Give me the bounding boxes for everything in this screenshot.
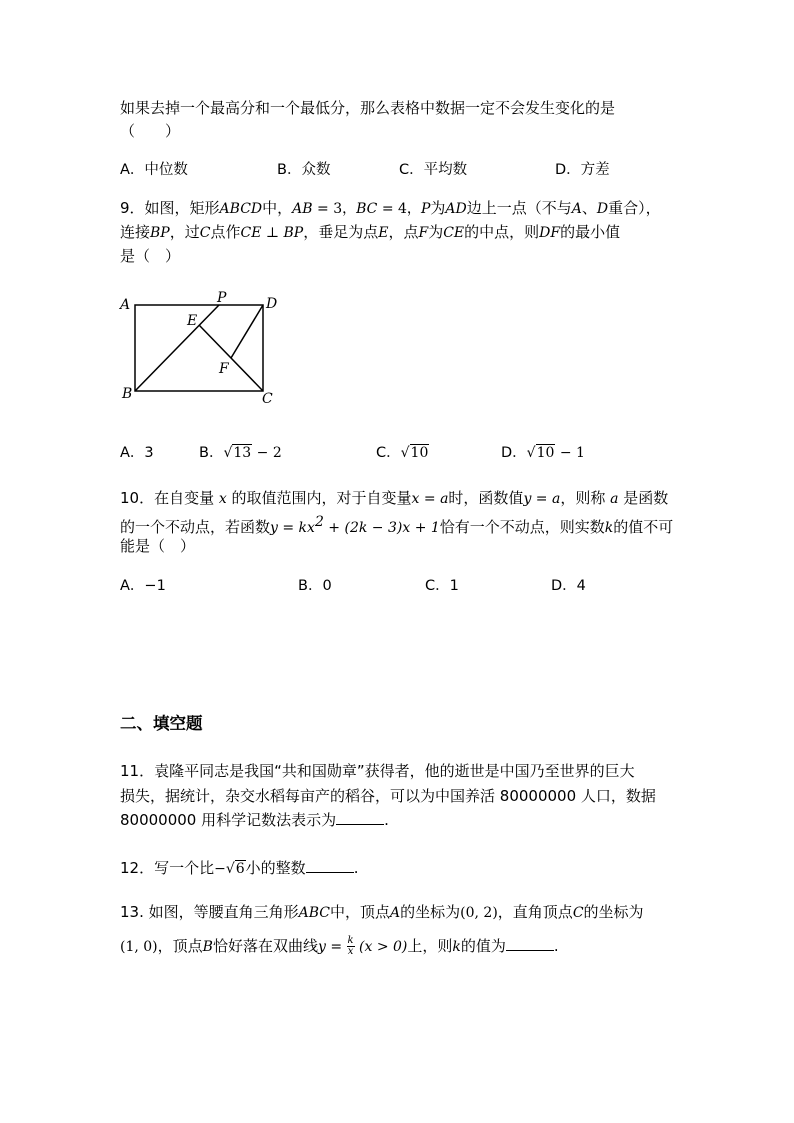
q8-option-b: B．众数 xyxy=(277,162,331,178)
q8-answer-paren: （ ） xyxy=(120,122,181,140)
q9-option-c: C．√10 xyxy=(376,445,429,461)
q9-line2: 连接BP，过C点作CE ⊥ BP，垂足为点E，点F为CE的中点，则DF的最小值 xyxy=(120,223,621,241)
rectangle-abcd xyxy=(135,305,263,391)
label-d: D xyxy=(266,296,278,312)
q12-line: 12．写一个比−√6小的整数 . xyxy=(120,859,359,877)
q12-answer-blank[interactable] xyxy=(306,858,354,873)
q9-option-b: B．√13 − 2 xyxy=(199,445,282,461)
q13-line1: 13. 如图，等腰直角三角形ABC中，顶点A的坐标为(0, 2)，直角顶点C的坐标为 xyxy=(120,903,644,921)
label-p: P xyxy=(217,290,227,306)
q10-option-d: D．4 xyxy=(551,578,586,594)
q10-option-c: C．1 xyxy=(425,578,459,594)
q8-option-c: C．平均数 xyxy=(399,162,468,178)
segment-bp xyxy=(135,305,219,391)
q11-line1: 11．袁隆平同志是我国“共和国勋章”获得者，他的逝世是中国乃至世界的巨大 xyxy=(120,762,635,780)
q11-line2: 损失，据统计，杂交水稻每亩产的稻谷，可以为中国养活 80000000 人口，数据 xyxy=(120,787,656,805)
label-f: F xyxy=(219,361,229,377)
q9-rectangle-figure xyxy=(110,285,290,410)
label-b: B xyxy=(122,386,133,402)
q9-option-a: A．3 xyxy=(120,445,154,461)
q8-option-d: D．方差 xyxy=(555,162,610,178)
label-e: E xyxy=(187,313,198,329)
q10-line3: 能是（ ） xyxy=(120,537,196,555)
hyperbola-fraction: $\frac{k}{x}$ xyxy=(347,935,354,957)
q11-line3: 80000000 用科学记数法表示为 . xyxy=(120,811,389,829)
q13-line2: (1, 0)，顶点B恰好落在双曲线y = $\frac{k}{x}$ (x > 0)上，则k的值为 . xyxy=(120,935,559,957)
label-a: A xyxy=(120,297,131,313)
q9-option-d: D．√10 − 1 xyxy=(501,445,585,461)
q10-line2: 的一个不动点，若函数$y = kx^2 + (2k - 3)x + 1$恰有一个不动点，则实数k的值不可 xyxy=(120,514,674,536)
q10-line1: 10．在自变量 x 的取值范围内，对于自变量x = a时，函数值y = a，则称 a 是函数 xyxy=(120,489,669,507)
q10-option-b: B．0 xyxy=(298,578,332,594)
q13-answer-blank[interactable] xyxy=(506,936,554,951)
q8-line1: 如果去掉一个最高分和一个最低分，那么表格中数据一定不会发生变化的是 xyxy=(120,99,616,117)
q8-option-a: A．中位数 xyxy=(120,162,188,178)
section-fill-in-title: 二、填空题 xyxy=(120,714,203,733)
label-c: C xyxy=(262,391,273,407)
q9-line1: 9．如图，矩形ABCD中，AB = 3，BC = 4，P为AD边上一点（不与A、D重合）， xyxy=(120,199,661,217)
q11-answer-blank[interactable] xyxy=(336,810,384,825)
q9-line3: 是（ ） xyxy=(120,247,181,265)
segment-df xyxy=(231,305,263,358)
q10-option-a: A．−1 xyxy=(120,578,166,594)
